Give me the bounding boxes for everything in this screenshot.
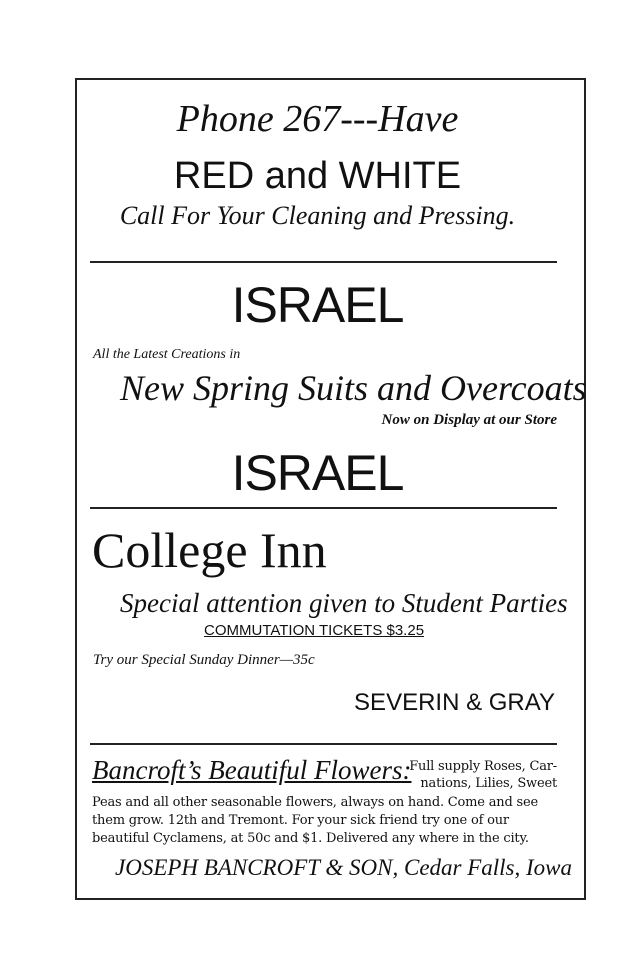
israel-display-note: Now on Display at our Store <box>381 412 557 428</box>
bancroft-heading: Bancroft’s Beautiful Flowers: <box>92 755 412 785</box>
red-and-white-title: RED and WHITE <box>173 155 462 197</box>
bancroft-side-line: nations, Lilies, Sweet <box>420 776 557 791</box>
college-inn-tagline: Special attention given to Student Parties <box>120 588 568 618</box>
commutation-tickets: COMMUTATION TICKETS $3.25 <box>204 622 425 639</box>
cleaning-tagline: Call For Your Cleaning and Pressing. <box>119 201 516 230</box>
bancroft-body-line: Peas and all other seasonable flowers, always on hand. Come and see <box>92 795 538 810</box>
divider <box>90 261 557 263</box>
sunday-dinner: Try our Special Sunday Dinner—35c <box>93 652 315 668</box>
bancroft-body-line: them grow. 12th and Tremont. For your sick friend try one of our <box>92 813 509 828</box>
bancroft-side-line: Full supply Roses, Car- <box>409 759 557 774</box>
phone-line: Phone 267---Have <box>176 98 459 140</box>
college-inn-title: College Inn <box>92 522 327 578</box>
divider <box>90 507 557 509</box>
israel-intro: All the Latest Creations in <box>93 347 241 362</box>
severin-gray: SEVERIN & GRAY <box>354 689 555 716</box>
israel-title-bottom: ISRAEL <box>231 445 404 501</box>
israel-title-top: ISRAEL <box>231 277 404 333</box>
divider <box>90 743 557 745</box>
bancroft-body-line: beautiful Cyclamens, at 50c and $1. Delivered any where in the city. <box>92 831 529 846</box>
israel-headline: New Spring Suits and Overcoats <box>120 368 587 408</box>
bancroft-signature: JOSEPH BANCROFT & SON, Cedar Falls, Iowa <box>115 855 573 880</box>
